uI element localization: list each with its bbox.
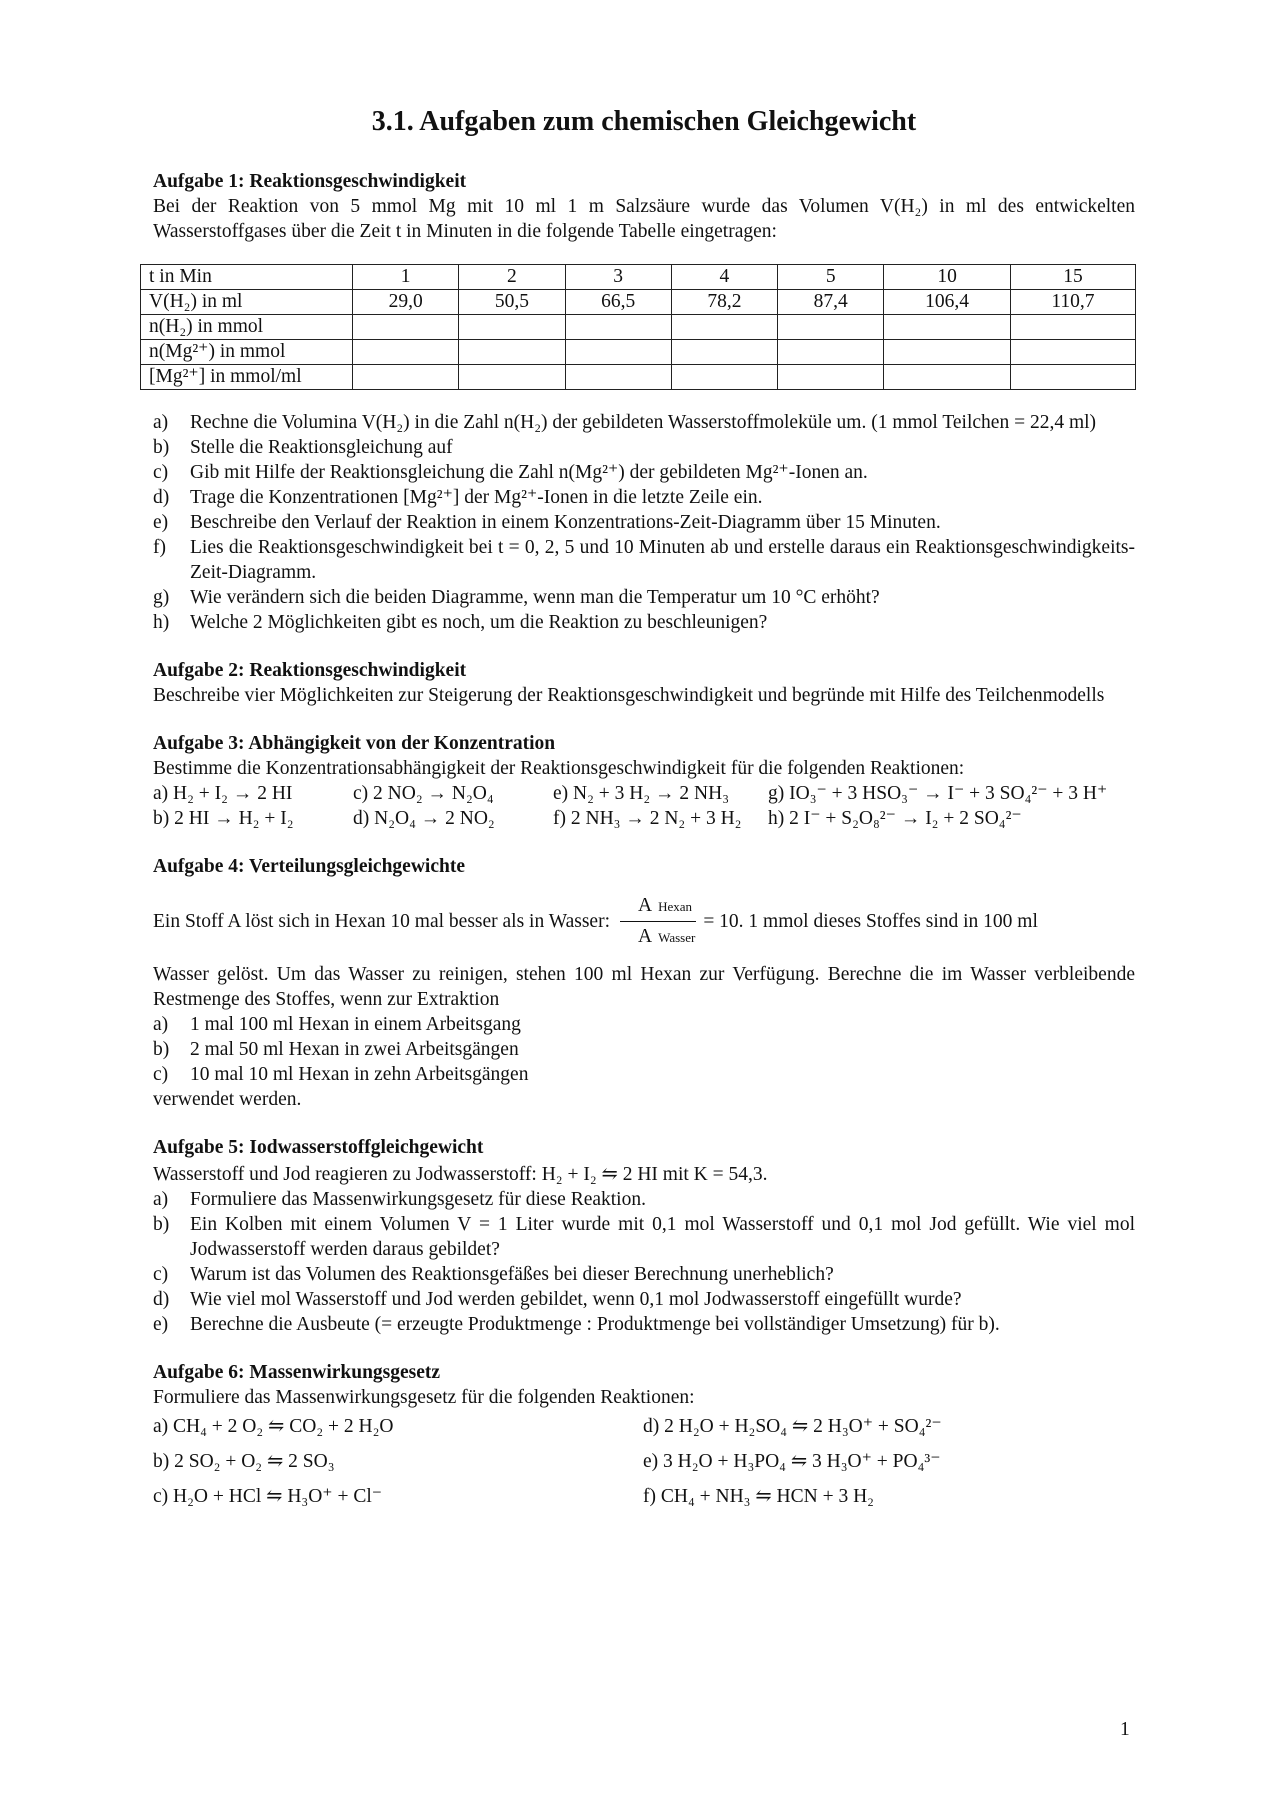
table-cell <box>459 315 565 340</box>
list-item <box>153 435 1135 460</box>
reaction-equation: c) 2 NO₂ → N₂O₄ <box>353 783 494 804</box>
reaction-equation: a) CH₄ + 2 O₂ ⇋ CO₂ + 2 H₂O <box>153 1416 394 1437</box>
list-item <box>153 610 1135 635</box>
table-row <box>141 315 1136 340</box>
list-item <box>153 460 1135 485</box>
task-3-section <box>153 731 1135 831</box>
item-text: Formuliere das Massenwirkungsgesetz für diese Reaktion. <box>190 1189 646 1210</box>
table-cell: 10 <box>884 265 1011 290</box>
item-text: Trage die Konzentrationen [Mg²⁺] der Mg²⁺-Ionen in die letzte Zeile ein. <box>190 487 763 508</box>
item-label: c) <box>153 1264 169 1285</box>
table-cell: 15 <box>1010 265 1135 290</box>
task-4-options <box>153 1012 1135 1087</box>
item-label: h) <box>153 612 170 633</box>
partition-fraction <box>620 893 699 950</box>
table-row-header: t in Min <box>141 265 353 290</box>
reaction-equation: d) N₂O₄ → 2 NO₂ <box>353 808 495 829</box>
task-6-intro: Formuliere das Massenwirkungsgesetz für die folgenden Reaktionen: <box>153 1387 695 1408</box>
table-cell <box>1010 340 1135 365</box>
fraction-numerator: A <box>638 895 653 916</box>
table-cell: 5 <box>778 265 884 290</box>
partition-ratio-line <box>153 893 1135 950</box>
task-3-intro: Bestimme die Konzentrationsabhängigkeit der Reaktionsgeschwindigkeit für die folgenden Reaktionen: <box>153 758 965 779</box>
table-row-header: V(H₂) in ml <box>141 290 353 315</box>
task-6-title: Aufgabe 6: Massenwirkungsgesetz <box>153 1362 441 1383</box>
item-label: a) <box>153 1189 169 1210</box>
task-2-text: Beschreibe vier Möglichkeiten zur Steigerung der Reaktionsgeschwindigkeit und begründe mit Hilfe des Teilchenmodells <box>153 685 1105 706</box>
list-item <box>153 585 1135 610</box>
item-label: e) <box>153 1314 169 1335</box>
fraction-denominator: A <box>638 926 653 947</box>
list-item <box>153 510 1135 535</box>
task-1-intro: Bei der Reaktion von 5 mmol Mg mit 10 ml 1 m Salzsäure wurde das Volumen V(H₂) in ml des entwickelten Wasserstoffgases über die Zeit t in Minuten in die folgende Tabelle eingetragen: <box>153 196 1135 242</box>
reaction-equation: b) 2 HI → H₂ + I₂ <box>153 808 294 829</box>
table-cell <box>1010 365 1135 390</box>
task-1-title: Aufgabe 1: Reaktionsgeschwindigkeit <box>153 171 467 192</box>
table-cell: 4 <box>671 265 777 290</box>
table-cell <box>671 340 777 365</box>
reaction-equation: c) H₂O + HCl ⇋ H₃O⁺ + Cl⁻ <box>153 1486 383 1507</box>
task-4-title: Aufgabe 4: Verteilungsgleichgewichte <box>153 856 465 877</box>
table-cell <box>884 340 1011 365</box>
item-label: b) <box>153 1214 170 1235</box>
page-title: 3.1. Aufgaben zum chemischen Gleichgewicht <box>371 106 917 137</box>
fraction-denominator-sub: Wasser <box>658 930 696 945</box>
task-1-questions <box>153 410 1135 635</box>
item-label: a) <box>153 1014 169 1035</box>
reaction-equation: d) 2 H₂O + H₂SO₄ ⇋ 2 H₃O⁺ + SO₄²⁻ <box>643 1416 942 1437</box>
item-text: 2 mal 50 ml Hexan in zwei Arbeitsgängen <box>190 1039 519 1060</box>
task-6-section <box>153 1360 1135 1509</box>
list-item <box>153 1262 1135 1287</box>
item-text: Wie verändern sich die beiden Diagramme, wenn man die Temperatur um 10 °C erhöht? <box>190 587 880 608</box>
list-item <box>153 1062 1135 1087</box>
list-item <box>153 485 1135 510</box>
table-cell <box>884 315 1011 340</box>
list-item <box>153 410 1135 435</box>
item-text: Berechne die Ausbeute (= erzeugte Produktmenge : Produktmenge bei vollständiger Umsetzung) für b). <box>190 1314 1000 1335</box>
task-5-section <box>153 1135 1135 1337</box>
reaction-equation: h) 2 I⁻ + S₂O₈²⁻ → I₂ + 2 SO₄²⁻ <box>768 808 1022 829</box>
table-cell <box>884 365 1011 390</box>
measurement-table <box>140 264 1136 390</box>
table-cell <box>778 315 884 340</box>
fraction-numerator-sub: Hexan <box>658 899 693 914</box>
list-item <box>153 1312 1135 1337</box>
reaction-equation: e) N₂ + 3 H₂ → 2 NH₃ <box>553 783 729 804</box>
item-text: Rechne die Volumina V(H₂) in die Zahl n(H₂) der gebildeten Wasserstoffmoleküle um. (1 mmol Teilchen = 22,4 ml) <box>190 412 1097 433</box>
list-item <box>153 1287 1135 1312</box>
task-2-section <box>153 658 1135 708</box>
table-cell: 106,4 <box>884 290 1011 315</box>
task-4-text-cont: Wasser gelöst. Um das Wasser zu reinigen, stehen 100 ml Hexan zur Verfügung. Berechne die im Wasser verbleibende Restmenge des Stoffes, wenn zur Extraktion <box>153 964 1135 1010</box>
reaction-equation: f) CH₄ + NH₃ ⇋ HCN + 3 H₂ <box>643 1486 874 1507</box>
table-cell <box>778 340 884 365</box>
table-cell <box>459 365 565 390</box>
task-5-title: Aufgabe 5: Iodwasserstoffgleichgewicht <box>153 1137 484 1158</box>
item-text: Wie viel mol Wasserstoff und Jod werden gebildet, wenn 0,1 mol Jodwasserstoff eingefüllt wurde? <box>190 1289 962 1310</box>
list-item <box>153 1037 1135 1062</box>
item-text: Welche 2 Möglichkeiten gibt es noch, um die Reaktion zu beschleunigen? <box>190 612 768 633</box>
table-cell: 50,5 <box>459 290 565 315</box>
table-row-header: n(H₂) in mmol <box>141 315 353 340</box>
page-number: 1 <box>1120 1719 1130 1740</box>
task-3-reactions <box>153 781 1135 831</box>
item-text: Gib mit Hilfe der Reaktionsgleichung die Zahl n(Mg²⁺) der gebildeten Mg²⁺-Ionen an. <box>190 462 868 483</box>
table-cell <box>1010 315 1135 340</box>
task-2-title: Aufgabe 2: Reaktionsgeschwindigkeit <box>153 660 467 681</box>
task-4-text-after: = 10. 1 mmol dieses Stoffes sind in 100 ml <box>703 911 1038 932</box>
task-4-outro: verwendet werden. <box>153 1089 302 1110</box>
task-1-section <box>149 169 1135 635</box>
table-cell: 2 <box>459 265 565 290</box>
task-5-intro: Wasserstoff und Jod reagieren zu Jodwasserstoff: H₂ + I₂ ⇋ 2 HI mit K = 54,3. <box>153 1164 768 1185</box>
reaction-equation: a) H₂ + I₂ → 2 HI <box>153 783 293 804</box>
table-row <box>141 290 1136 315</box>
table-row-header: n(Mg²⁺) in mmol <box>141 340 353 365</box>
table-row <box>141 265 1136 290</box>
table-cell: 66,5 <box>565 290 671 315</box>
list-item <box>153 1212 1135 1262</box>
item-label: d) <box>153 487 170 508</box>
list-item <box>153 1012 1135 1037</box>
item-label: e) <box>153 512 169 533</box>
table-cell <box>671 365 777 390</box>
item-label: b) <box>153 437 170 458</box>
reaction-equation: b) 2 SO₂ + O₂ ⇋ 2 SO₃ <box>153 1451 335 1472</box>
reaction-equation: e) 3 H₂O + H₃PO₄ ⇋ 3 H₃O⁺ + PO₄³⁻ <box>643 1451 941 1472</box>
task-4-text-before: Ein Stoff A löst sich in Hexan 10 mal besser als in Wasser: <box>153 911 610 932</box>
table-cell: 110,7 <box>1010 290 1135 315</box>
item-text: Lies die Reaktionsgeschwindigkeit bei t = 0, 2, 5 und 10 Minuten ab und erstelle daraus ein Reaktionsgeschwindigkeits-Zeit-Diagramm. <box>190 537 1135 583</box>
item-label: c) <box>153 462 169 483</box>
table-cell: 1 <box>353 265 459 290</box>
table-cell: 78,2 <box>671 290 777 315</box>
table-row <box>141 340 1136 365</box>
item-text: Stelle die Reaktionsgleichung auf <box>190 437 453 458</box>
task-3-title: Aufgabe 3: Abhängigkeit von der Konzentration <box>153 733 556 754</box>
table-cell <box>565 340 671 365</box>
table-cell <box>459 340 565 365</box>
list-item <box>153 1187 1135 1212</box>
task-4-section <box>153 854 1135 1112</box>
table-row <box>141 365 1136 390</box>
table-row-header: [Mg²⁺] in mmol/ml <box>141 365 353 390</box>
item-text: Warum ist das Volumen des Reaktionsgefäßes bei dieser Berechnung unerheblich? <box>190 1264 834 1285</box>
item-label: g) <box>153 587 170 608</box>
item-label: b) <box>153 1039 170 1060</box>
worksheet-page <box>149 105 1135 1532</box>
item-label: f) <box>153 537 166 558</box>
table-cell: 3 <box>565 265 671 290</box>
task-6-reactions <box>153 1414 1135 1509</box>
table-cell <box>353 365 459 390</box>
reaction-equation: g) IO₃⁻ + 3 HSO₃⁻ → I⁻ + 3 SO₄²⁻ + 3 H⁺ <box>768 783 1108 804</box>
item-label: c) <box>153 1064 169 1085</box>
item-text: 1 mal 100 ml Hexan in einem Arbeitsgang <box>190 1014 521 1035</box>
table-cell <box>353 315 459 340</box>
task-5-questions <box>153 1187 1135 1337</box>
table-cell <box>778 365 884 390</box>
list-item <box>153 535 1135 585</box>
table-cell <box>565 315 671 340</box>
table-cell <box>671 315 777 340</box>
item-text: 10 mal 10 ml Hexan in zehn Arbeitsgängen <box>190 1064 529 1085</box>
item-label: a) <box>153 412 169 433</box>
table-cell <box>565 365 671 390</box>
item-text: Beschreibe den Verlauf der Reaktion in einem Konzentrations-Zeit-Diagramm über 15 Minuten. <box>190 512 941 533</box>
item-text: Ein Kolben mit einem Volumen V = 1 Liter wurde mit 0,1 mol Wasserstoff und 0,1 mol Jod gefüllt. Wie viel mol Jodwasserstoff werden daraus gebildet? <box>190 1214 1135 1260</box>
item-label: d) <box>153 1289 170 1310</box>
table-cell: 87,4 <box>778 290 884 315</box>
reaction-equation: f) 2 NH₃ → 2 N₂ + 3 H₂ <box>553 808 742 829</box>
table-cell <box>353 340 459 365</box>
table-cell: 29,0 <box>353 290 459 315</box>
